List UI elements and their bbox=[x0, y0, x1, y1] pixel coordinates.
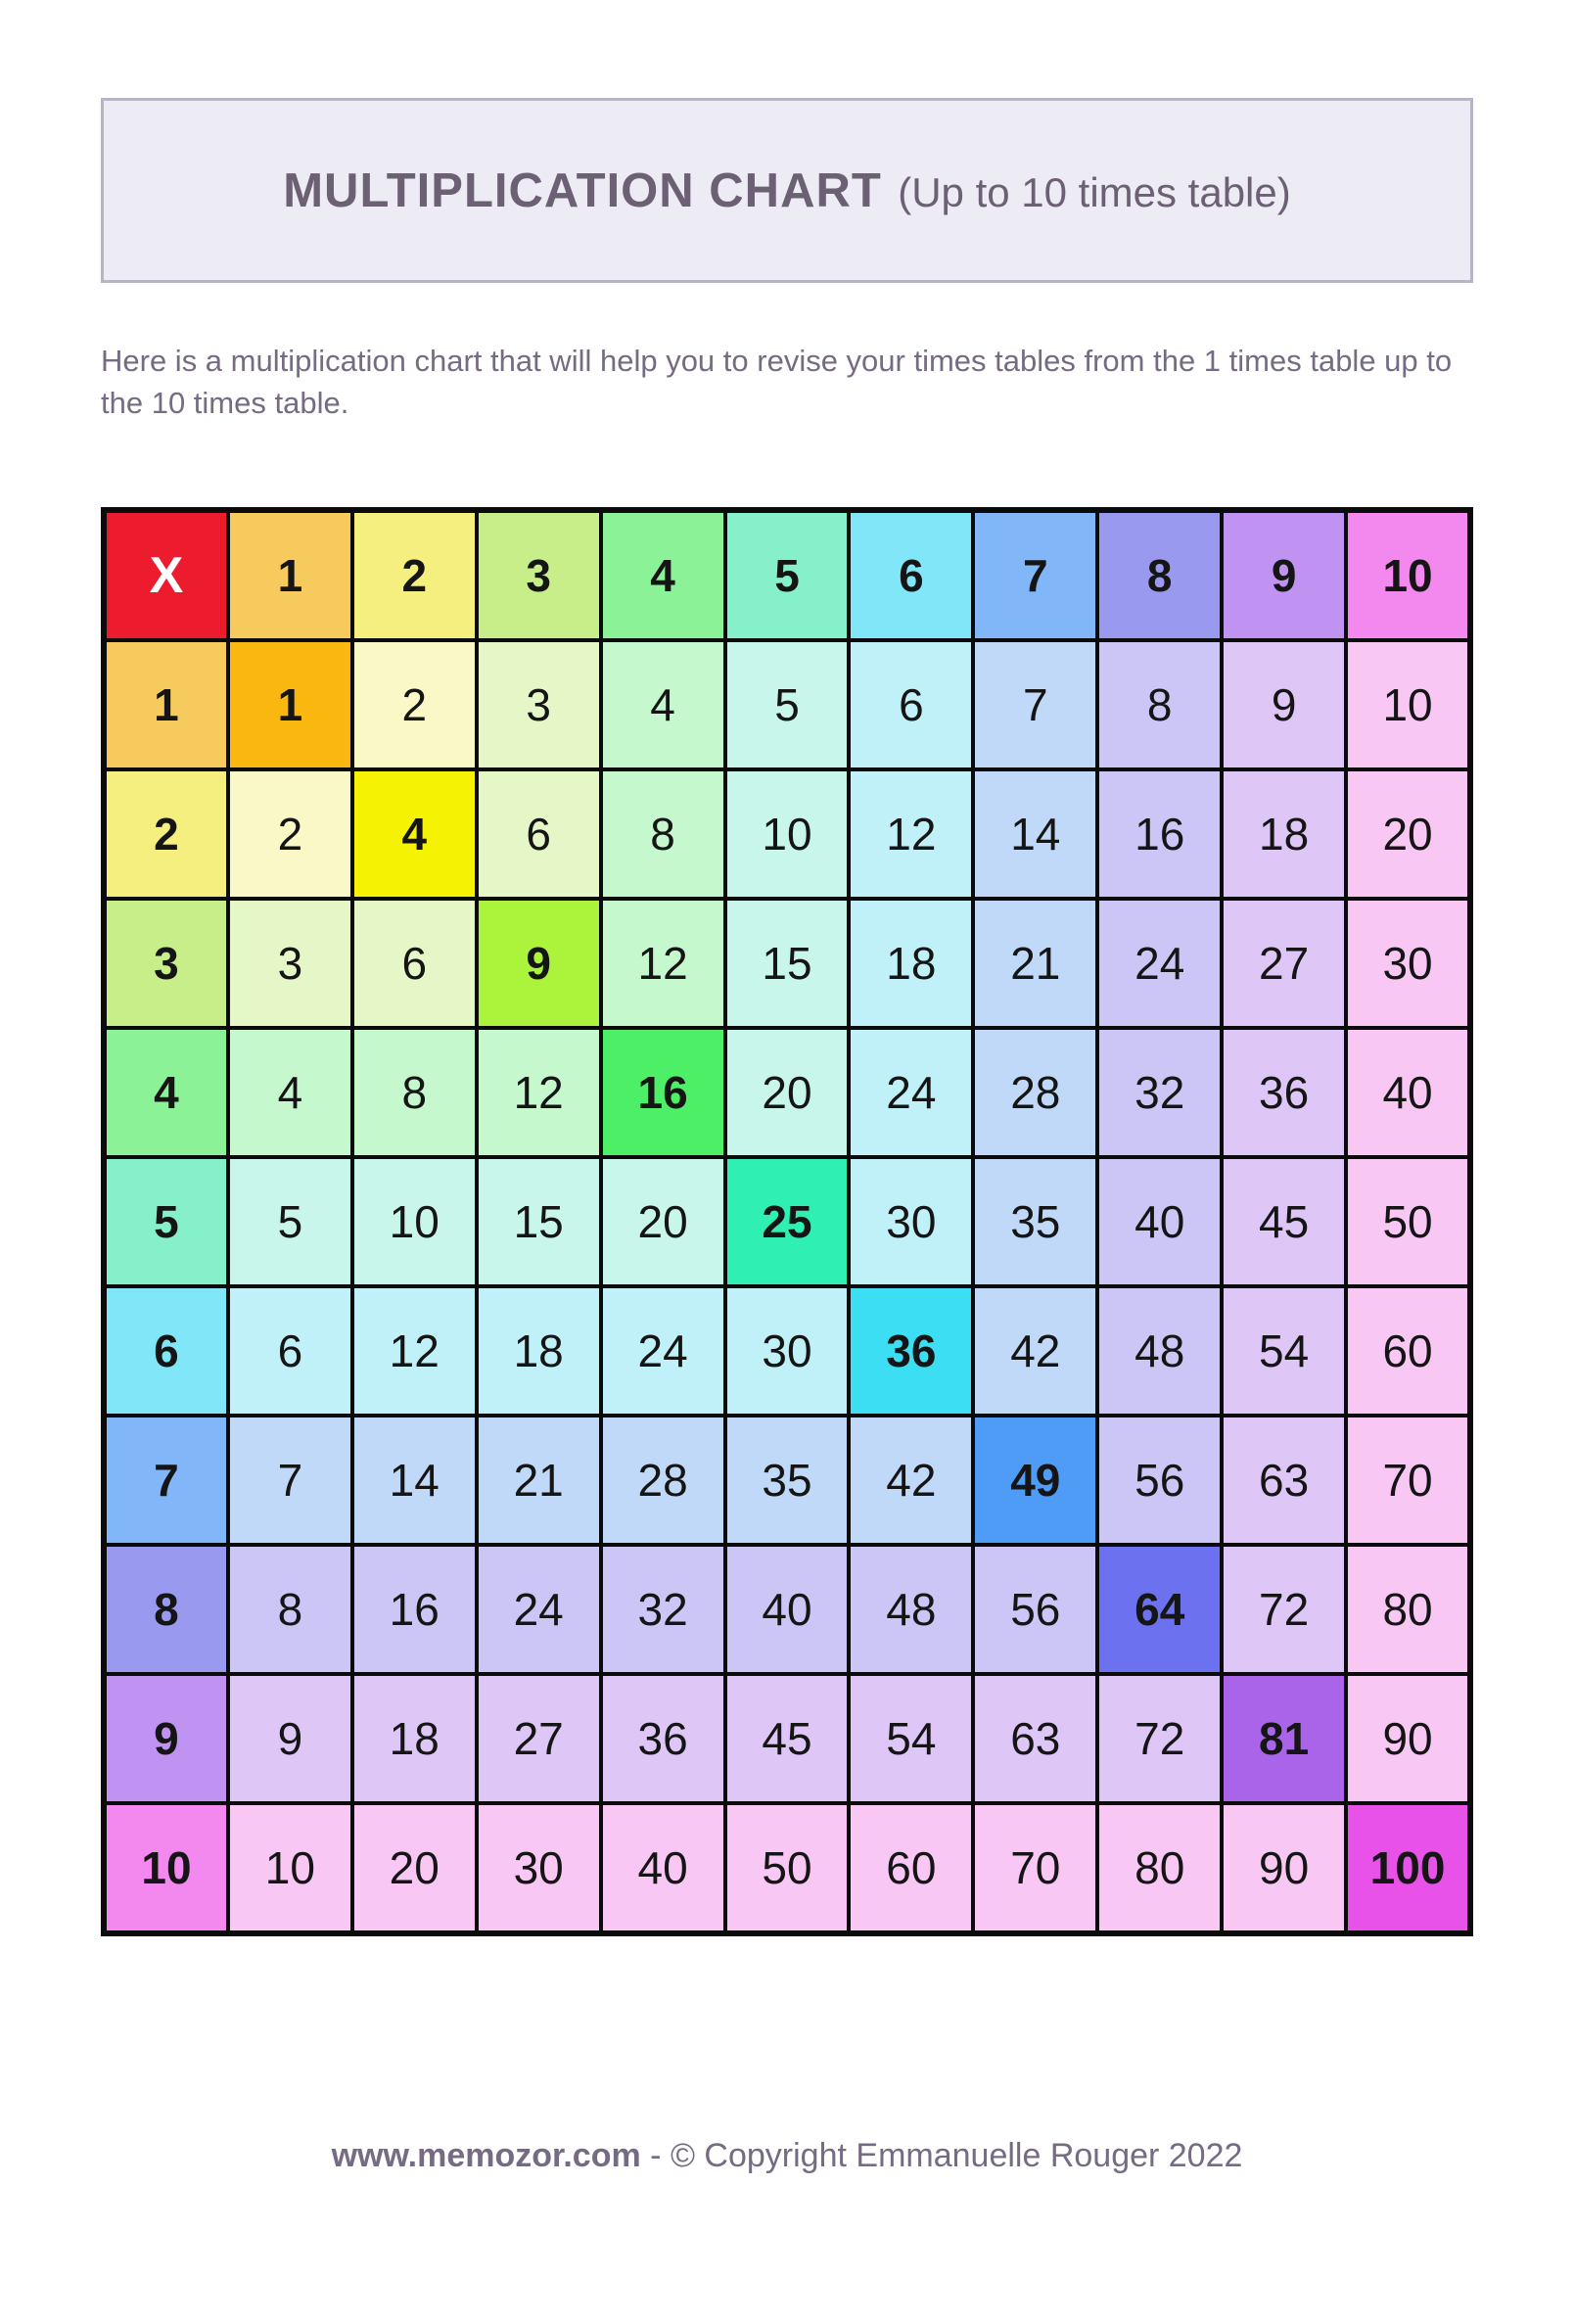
col-header-5: 5 bbox=[725, 510, 850, 640]
product-cell-2x5: 10 bbox=[725, 769, 850, 899]
col-header-2: 2 bbox=[352, 510, 477, 640]
product-cell-7x3: 21 bbox=[477, 1416, 601, 1545]
table-row-3 bbox=[104, 899, 1470, 1028]
row-header-4: 4 bbox=[104, 1028, 228, 1157]
product-cell-3x10: 30 bbox=[1346, 899, 1470, 1028]
product-cell-3x5: 15 bbox=[725, 899, 850, 1028]
product-cell-6x9: 54 bbox=[1222, 1286, 1346, 1416]
footer bbox=[0, 2137, 1574, 2175]
row-header-8: 8 bbox=[104, 1545, 228, 1674]
row-header-7: 7 bbox=[104, 1416, 228, 1545]
row-header-1: 1 bbox=[104, 640, 228, 769]
table-header-row bbox=[104, 510, 1470, 640]
product-cell-9x6: 54 bbox=[849, 1674, 973, 1803]
product-cell-1x8: 8 bbox=[1097, 640, 1222, 769]
product-cell-10x5: 50 bbox=[725, 1803, 850, 1933]
product-cell-5x3: 15 bbox=[477, 1157, 601, 1286]
product-cell-10x3: 30 bbox=[477, 1803, 601, 1933]
col-header-7: 7 bbox=[973, 510, 1097, 640]
product-cell-6x8: 48 bbox=[1097, 1286, 1222, 1416]
table-row-4 bbox=[104, 1028, 1470, 1157]
product-cell-1x7: 7 bbox=[973, 640, 1097, 769]
page bbox=[0, 98, 1574, 2324]
description-text: Here is a multiplication chart that will help you to revise your times tables from the 1 times table up to the 10 times table. bbox=[101, 344, 1453, 421]
product-cell-2x1: 2 bbox=[228, 769, 352, 899]
product-cell-1x10: 10 bbox=[1346, 640, 1470, 769]
product-cell-6x10: 60 bbox=[1346, 1286, 1470, 1416]
product-cell-5x4: 20 bbox=[601, 1157, 725, 1286]
product-cell-8x5: 40 bbox=[725, 1545, 850, 1674]
multiplication-table bbox=[101, 507, 1473, 1936]
row-header-9: 9 bbox=[104, 1674, 228, 1803]
product-cell-9x5: 45 bbox=[725, 1674, 850, 1803]
product-cell-7x6: 42 bbox=[849, 1416, 973, 1545]
table-row-1 bbox=[104, 640, 1470, 769]
product-cell-4x4: 16 bbox=[601, 1028, 725, 1157]
product-cell-9x8: 72 bbox=[1097, 1674, 1222, 1803]
product-cell-3x1: 3 bbox=[228, 899, 352, 1028]
product-cell-5x7: 35 bbox=[973, 1157, 1097, 1286]
product-cell-3x8: 24 bbox=[1097, 899, 1222, 1028]
product-cell-10x9: 90 bbox=[1222, 1803, 1346, 1933]
product-cell-5x1: 5 bbox=[228, 1157, 352, 1286]
product-cell-6x5: 30 bbox=[725, 1286, 850, 1416]
table-row-10 bbox=[104, 1803, 1470, 1933]
product-cell-5x2: 10 bbox=[352, 1157, 477, 1286]
product-cell-9x10: 90 bbox=[1346, 1674, 1470, 1803]
col-header-8: 8 bbox=[1097, 510, 1222, 640]
corner-cell: X bbox=[104, 510, 228, 640]
product-cell-6x2: 12 bbox=[352, 1286, 477, 1416]
title-box bbox=[101, 98, 1473, 283]
title-sub: (Up to 10 times table) bbox=[898, 168, 1291, 215]
product-cell-4x8: 32 bbox=[1097, 1028, 1222, 1157]
product-cell-4x3: 12 bbox=[477, 1028, 601, 1157]
table-row-9 bbox=[104, 1674, 1470, 1803]
product-cell-7x1: 7 bbox=[228, 1416, 352, 1545]
footer-site-link: www.memozor.com bbox=[331, 2136, 641, 2174]
product-cell-6x1: 6 bbox=[228, 1286, 352, 1416]
product-cell-5x5: 25 bbox=[725, 1157, 850, 1286]
product-cell-9x2: 18 bbox=[352, 1674, 477, 1803]
footer-separator: - bbox=[640, 2136, 671, 2174]
product-cell-8x4: 32 bbox=[601, 1545, 725, 1674]
product-cell-5x10: 50 bbox=[1346, 1157, 1470, 1286]
table-row-2 bbox=[104, 769, 1470, 899]
product-cell-7x7: 49 bbox=[973, 1416, 1097, 1545]
product-cell-4x10: 40 bbox=[1346, 1028, 1470, 1157]
product-cell-3x7: 21 bbox=[973, 899, 1097, 1028]
col-header-6: 6 bbox=[849, 510, 973, 640]
table-row-8 bbox=[104, 1545, 1470, 1674]
product-cell-1x3: 3 bbox=[477, 640, 601, 769]
product-cell-7x5: 35 bbox=[725, 1416, 850, 1545]
product-cell-8x7: 56 bbox=[973, 1545, 1097, 1674]
product-cell-6x3: 18 bbox=[477, 1286, 601, 1416]
product-cell-10x7: 70 bbox=[973, 1803, 1097, 1933]
product-cell-1x5: 5 bbox=[725, 640, 850, 769]
product-cell-10x8: 80 bbox=[1097, 1803, 1222, 1933]
product-cell-2x10: 20 bbox=[1346, 769, 1470, 899]
product-cell-2x4: 8 bbox=[601, 769, 725, 899]
col-header-3: 3 bbox=[477, 510, 601, 640]
product-cell-4x6: 24 bbox=[849, 1028, 973, 1157]
product-cell-1x1: 1 bbox=[228, 640, 352, 769]
row-header-6: 6 bbox=[104, 1286, 228, 1416]
product-cell-4x1: 4 bbox=[228, 1028, 352, 1157]
product-cell-8x2: 16 bbox=[352, 1545, 477, 1674]
product-cell-8x8: 64 bbox=[1097, 1545, 1222, 1674]
col-header-10: 10 bbox=[1346, 510, 1470, 640]
product-cell-8x6: 48 bbox=[849, 1545, 973, 1674]
product-cell-4x5: 20 bbox=[725, 1028, 850, 1157]
table-row-7 bbox=[104, 1416, 1470, 1545]
product-cell-8x9: 72 bbox=[1222, 1545, 1346, 1674]
product-cell-9x1: 9 bbox=[228, 1674, 352, 1803]
product-cell-6x4: 24 bbox=[601, 1286, 725, 1416]
product-cell-7x9: 63 bbox=[1222, 1416, 1346, 1545]
col-header-9: 9 bbox=[1222, 510, 1346, 640]
product-cell-8x1: 8 bbox=[228, 1545, 352, 1674]
col-header-4: 4 bbox=[601, 510, 725, 640]
row-header-5: 5 bbox=[104, 1157, 228, 1286]
product-cell-7x4: 28 bbox=[601, 1416, 725, 1545]
product-cell-7x8: 56 bbox=[1097, 1416, 1222, 1545]
product-cell-2x8: 16 bbox=[1097, 769, 1222, 899]
footer-copyright: © Copyright Emmanuelle Rouger 2022 bbox=[670, 2136, 1243, 2174]
product-cell-2x6: 12 bbox=[849, 769, 973, 899]
row-header-10: 10 bbox=[104, 1803, 228, 1933]
product-cell-7x2: 14 bbox=[352, 1416, 477, 1545]
product-cell-1x4: 4 bbox=[601, 640, 725, 769]
page-title bbox=[283, 163, 1291, 218]
product-cell-6x6: 36 bbox=[849, 1286, 973, 1416]
product-cell-3x4: 12 bbox=[601, 899, 725, 1028]
product-cell-2x2: 4 bbox=[352, 769, 477, 899]
product-cell-10x10: 100 bbox=[1346, 1803, 1470, 1933]
product-cell-2x9: 18 bbox=[1222, 769, 1346, 899]
product-cell-5x6: 30 bbox=[849, 1157, 973, 1286]
product-cell-2x7: 14 bbox=[973, 769, 1097, 899]
product-cell-10x6: 60 bbox=[849, 1803, 973, 1933]
product-cell-4x2: 8 bbox=[352, 1028, 477, 1157]
product-cell-8x3: 24 bbox=[477, 1545, 601, 1674]
col-header-1: 1 bbox=[228, 510, 352, 640]
product-cell-3x3: 9 bbox=[477, 899, 601, 1028]
product-cell-6x7: 42 bbox=[973, 1286, 1097, 1416]
product-cell-2x3: 6 bbox=[477, 769, 601, 899]
product-cell-9x9: 81 bbox=[1222, 1674, 1346, 1803]
title-main: MULTIPLICATION CHART bbox=[283, 163, 882, 217]
product-cell-3x6: 18 bbox=[849, 899, 973, 1028]
product-cell-3x9: 27 bbox=[1222, 899, 1346, 1028]
product-cell-1x6: 6 bbox=[849, 640, 973, 769]
product-cell-9x3: 27 bbox=[477, 1674, 601, 1803]
product-cell-1x9: 9 bbox=[1222, 640, 1346, 769]
product-cell-1x2: 2 bbox=[352, 640, 477, 769]
table-row-5 bbox=[104, 1157, 1470, 1286]
product-cell-8x10: 80 bbox=[1346, 1545, 1470, 1674]
product-cell-10x1: 10 bbox=[228, 1803, 352, 1933]
product-cell-5x8: 40 bbox=[1097, 1157, 1222, 1286]
product-cell-7x10: 70 bbox=[1346, 1416, 1470, 1545]
row-header-3: 3 bbox=[104, 899, 228, 1028]
product-cell-10x2: 20 bbox=[352, 1803, 477, 1933]
product-cell-5x9: 45 bbox=[1222, 1157, 1346, 1286]
table-row-6 bbox=[104, 1286, 1470, 1416]
product-cell-3x2: 6 bbox=[352, 899, 477, 1028]
row-header-2: 2 bbox=[104, 769, 228, 899]
product-cell-9x4: 36 bbox=[601, 1674, 725, 1803]
product-cell-10x4: 40 bbox=[601, 1803, 725, 1933]
product-cell-9x7: 63 bbox=[973, 1674, 1097, 1803]
product-cell-4x9: 36 bbox=[1222, 1028, 1346, 1157]
product-cell-4x7: 28 bbox=[973, 1028, 1097, 1157]
